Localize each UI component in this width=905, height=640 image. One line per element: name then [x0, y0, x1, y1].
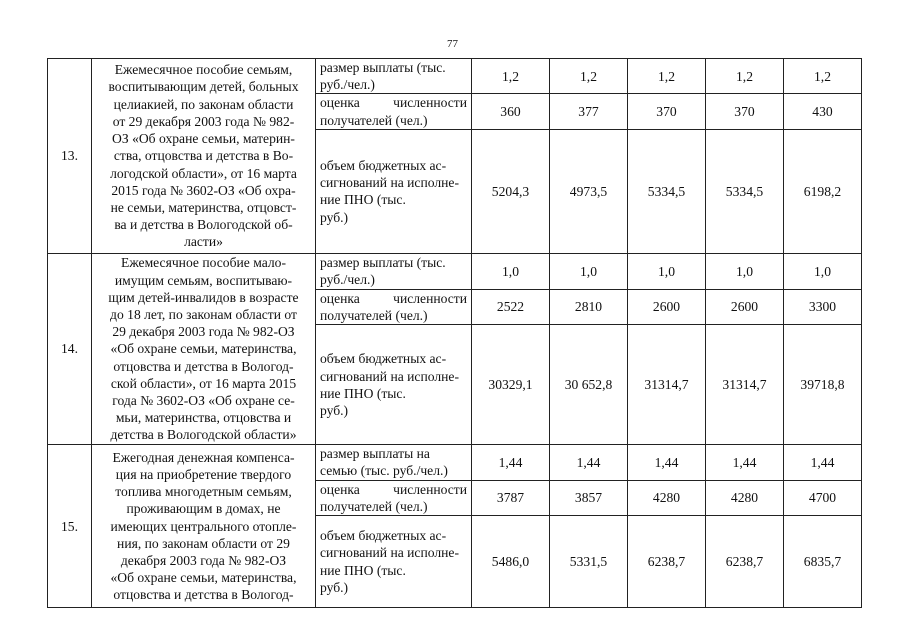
value-cell: 5486,0 — [472, 516, 550, 608]
value-cell: 5204,3 — [472, 129, 550, 253]
value-cell: 4973,5 — [550, 129, 628, 253]
description-line: имущим семьям, воспитываю- — [114, 272, 293, 288]
value-cell: 1,0 — [628, 253, 706, 289]
description-line: ва и детства в Вологодской об- — [114, 217, 293, 233]
indicator-line: семью (тыс. руб./чел.) — [320, 463, 448, 479]
description-line: Ежемесячное пособие семьям, — [114, 62, 293, 78]
description-line: 2015 года № 3602-ОЗ «Об охра- — [111, 182, 296, 198]
description-line: ской области», от 16 марта 2015 — [110, 375, 297, 391]
indicator-line: ние ПНО (тыс. — [320, 562, 406, 578]
indicator-label — [316, 253, 472, 289]
description-line: года № 3602-ОЗ «Об охране се- — [112, 393, 295, 409]
indicator-line: размер выплаты (тыс. — [320, 255, 446, 271]
description-line: не семьи, материнства, отцовст- — [110, 199, 297, 215]
indicator-line: объем бюджетных ас- — [320, 351, 447, 367]
row-number: 15. — [48, 445, 92, 608]
description-line: декабря 2003 года № 982-ОЗ — [120, 552, 287, 568]
value-cell: 1,44 — [550, 445, 628, 480]
budget-table — [47, 58, 862, 608]
indicator-label — [316, 59, 472, 94]
indicator-line: руб./чел.) — [320, 272, 375, 288]
value-cell: 360 — [472, 94, 550, 129]
value-cell: 2600 — [706, 289, 784, 324]
value-cell: 2810 — [550, 289, 628, 324]
value-cell: 370 — [628, 94, 706, 129]
value-cell: 1,44 — [628, 445, 706, 480]
description-line: ОЗ «Об охране семьи, материн- — [112, 131, 295, 147]
indicator-line: получателей (чел.) — [320, 498, 428, 514]
indicator-label — [316, 480, 472, 515]
benefit-description — [92, 59, 316, 254]
indicator-line: объем бюджетных ас- — [320, 157, 447, 173]
description-line: имеющих центрального отопле- — [110, 518, 297, 534]
description-line: «Об охране семьи, материнства, — [110, 570, 297, 586]
value-cell: 31314,7 — [628, 325, 706, 445]
value-cell: 1,2 — [628, 59, 706, 94]
value-cell: 377 — [550, 94, 628, 129]
value-cell: 1,44 — [706, 445, 784, 480]
indicator-line: оценка численности — [320, 290, 467, 306]
value-cell: 1,0 — [550, 253, 628, 289]
description-line: отцовства и детства в Вологод- — [113, 587, 294, 603]
description-line: топлива многодетным семьям, — [115, 484, 292, 500]
description-line: ния, по законам области от 29 — [117, 535, 290, 551]
value-cell: 1,2 — [706, 59, 784, 94]
description-line: «Об охране семьи, материнства, — [110, 341, 297, 357]
value-cell: 1,44 — [472, 445, 550, 480]
value-cell: 1,44 — [784, 445, 862, 480]
description-line: воспитывающим детей, больных — [108, 79, 299, 95]
description-line: детства в Вологодской области» — [110, 427, 297, 443]
indicator-line: сигнований на исполне- — [320, 368, 459, 384]
indicator-label — [316, 445, 472, 480]
description-line: мьи, материнства, отцовства и — [115, 410, 292, 426]
description-line: щим детей-инвалидов в возрасте — [108, 289, 299, 305]
indicator-line: получателей (чел.) — [320, 112, 428, 128]
indicator-line: руб.) — [320, 579, 349, 595]
table-row — [48, 59, 862, 94]
value-cell: 2600 — [628, 289, 706, 324]
value-cell: 2522 — [472, 289, 550, 324]
value-cell: 1,2 — [550, 59, 628, 94]
value-cell: 30329,1 — [472, 325, 550, 445]
value-cell: 4700 — [784, 480, 862, 515]
description-line: до 18 лет, по законам области от — [110, 307, 297, 322]
value-cell: 4280 — [628, 480, 706, 515]
value-cell: 3787 — [472, 480, 550, 515]
value-cell: 30 652,8 — [550, 325, 628, 445]
description-line: проживающим в домах, не — [126, 501, 281, 517]
indicator-line: оценка численности — [320, 481, 467, 497]
indicator-line: оценка численности — [320, 95, 467, 111]
row-number: 14. — [48, 253, 92, 444]
page-number: 77 — [447, 38, 458, 50]
value-cell: 1,2 — [784, 59, 862, 94]
value-cell: 370 — [706, 94, 784, 129]
indicator-label — [316, 325, 472, 445]
value-cell: 1,0 — [706, 253, 784, 289]
description-line: Ежегодная денежная компенса- — [112, 449, 295, 465]
description-line: Ежемесячное пособие мало- — [121, 255, 286, 271]
indicator-line: сигнований на исполне- — [320, 175, 459, 191]
indicator-line: сигнований на исполне- — [320, 545, 459, 561]
indicator-line: размер выплаты (тыс. — [320, 60, 446, 75]
indicator-line: получателей (чел.) — [320, 308, 428, 324]
indicator-label — [316, 289, 472, 324]
value-cell: 1,2 — [472, 59, 550, 94]
indicator-label — [316, 129, 472, 253]
value-cell: 3300 — [784, 289, 862, 324]
value-cell: 6198,2 — [784, 129, 862, 253]
table-row — [48, 445, 862, 480]
indicator-line: ние ПНО (тыс. — [320, 192, 406, 208]
indicator-line: размер выплаты на — [320, 446, 430, 462]
value-cell: 4280 — [706, 480, 784, 515]
value-cell: 3857 — [550, 480, 628, 515]
value-cell: 5334,5 — [706, 129, 784, 253]
indicator-line: ние ПНО (тыс. — [320, 385, 406, 401]
indicator-line: руб.) — [320, 209, 349, 225]
description-line: ция на приобретение твердого — [115, 466, 292, 482]
description-line: ласти» — [184, 234, 223, 250]
description-line: ства, отцовства и детства в Во- — [113, 148, 294, 164]
value-cell: 1,0 — [472, 253, 550, 289]
description-line: от 29 декабря 2003 года № 982- — [112, 113, 295, 129]
value-cell: 430 — [784, 94, 862, 129]
indicator-label — [316, 516, 472, 608]
benefit-description — [92, 253, 316, 444]
value-cell: 6835,7 — [784, 516, 862, 608]
description-line: логодской области», от 16 марта — [110, 165, 297, 181]
value-cell: 6238,7 — [706, 516, 784, 608]
description-line: отцовства и детства в Вологод- — [113, 358, 294, 374]
row-number: 13. — [48, 59, 92, 254]
value-cell: 31314,7 — [706, 325, 784, 445]
indicator-line: руб./чел.) — [320, 77, 375, 93]
indicator-line: объем бюджетных ас- — [320, 528, 447, 544]
description-line: 29 декабря 2003 года № 982-ОЗ — [112, 324, 295, 340]
value-cell: 39718,8 — [784, 325, 862, 445]
value-cell: 6238,7 — [628, 516, 706, 608]
indicator-line: руб.) — [320, 402, 349, 418]
value-cell: 5334,5 — [628, 129, 706, 253]
value-cell: 1,0 — [784, 253, 862, 289]
table-row — [48, 253, 862, 289]
benefit-description — [92, 445, 316, 608]
description-line: целиакией, по законам области — [113, 96, 294, 112]
indicator-label — [316, 94, 472, 129]
value-cell: 5331,5 — [550, 516, 628, 608]
